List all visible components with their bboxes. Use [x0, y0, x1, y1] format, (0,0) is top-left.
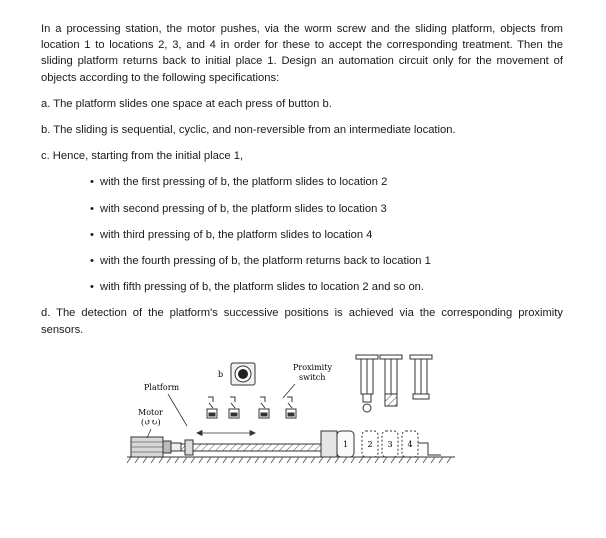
treatment-stations: [356, 355, 432, 412]
list-item: • with second pressing of b, the platform slides to location 3: [90, 201, 563, 217]
proximity-switch-3: [259, 397, 269, 418]
spec-b: b. The sliding is sequential, cyclic, and non-reversible from an intermediate location.: [41, 124, 456, 137]
proximity-switch-4: [286, 397, 296, 418]
spec-c: c. Hence, starting from the initial place 1,: [41, 150, 244, 163]
exit-ramp: [418, 443, 441, 455]
platform-label: Platform: [144, 383, 180, 392]
ground: [127, 457, 455, 463]
sliding-platform: [321, 431, 354, 457]
list-item: • with the fourth pressing of b, the platform returns back to location 1: [90, 253, 563, 269]
platform-leader: [168, 394, 187, 426]
worm-screw: [181, 440, 321, 455]
station-diagram-svg: [125, 350, 460, 468]
motor: [131, 437, 181, 457]
proximity-switches: [207, 397, 296, 418]
intro-paragraph: In a processing station, the motor pushes, via the worm screw and the sliding platform, objects from location 1 to locations 2, 3, and 4 in order for these to accept the corresponding treatment. Then the sliding platform returns back to initial place 1. Design an automation circuit only for the movement of objects according to the following specifications:: [41, 23, 563, 84]
list-item: • with third pressing of b, the platform slides to location 4: [90, 227, 563, 243]
push-button-b: [218, 363, 255, 385]
proximity-switch-1: [207, 397, 217, 418]
proximity-label-2: switch: [299, 373, 326, 382]
station-diagram: [125, 350, 460, 468]
treatment-station-3: [380, 355, 402, 406]
press-sequence-list: [41, 174, 563, 295]
proximity-switch-2: [229, 397, 239, 418]
list-item: • with the first pressing of b, the platform slides to location 2: [90, 174, 563, 190]
spec-a: a. The platform slides one space at each press of button b.: [41, 97, 332, 110]
list-item: • with fifth pressing of b, the platform slides to location 2 and so on.: [90, 279, 563, 295]
location-label-4: 4: [407, 440, 413, 449]
motor-symbol-label: (↺↻): [141, 418, 161, 427]
proximity-label-1: Proximity: [293, 363, 332, 372]
treatment-station-4: [410, 355, 432, 399]
location-label-1: 1: [342, 440, 349, 449]
location-label-3: 3: [387, 440, 393, 449]
proximity-leader: [283, 384, 295, 398]
spec-d: d. The detection of the platform's successive positions is achieved via the corresponding proximity sensors.: [41, 307, 563, 336]
motor-label: Motor: [138, 408, 163, 417]
location-label-2: 2: [367, 440, 373, 449]
travel-arrow: [197, 431, 255, 436]
problem-text: [41, 21, 563, 348]
button-b-label: b: [218, 370, 224, 379]
treatment-station-2: [356, 355, 378, 412]
